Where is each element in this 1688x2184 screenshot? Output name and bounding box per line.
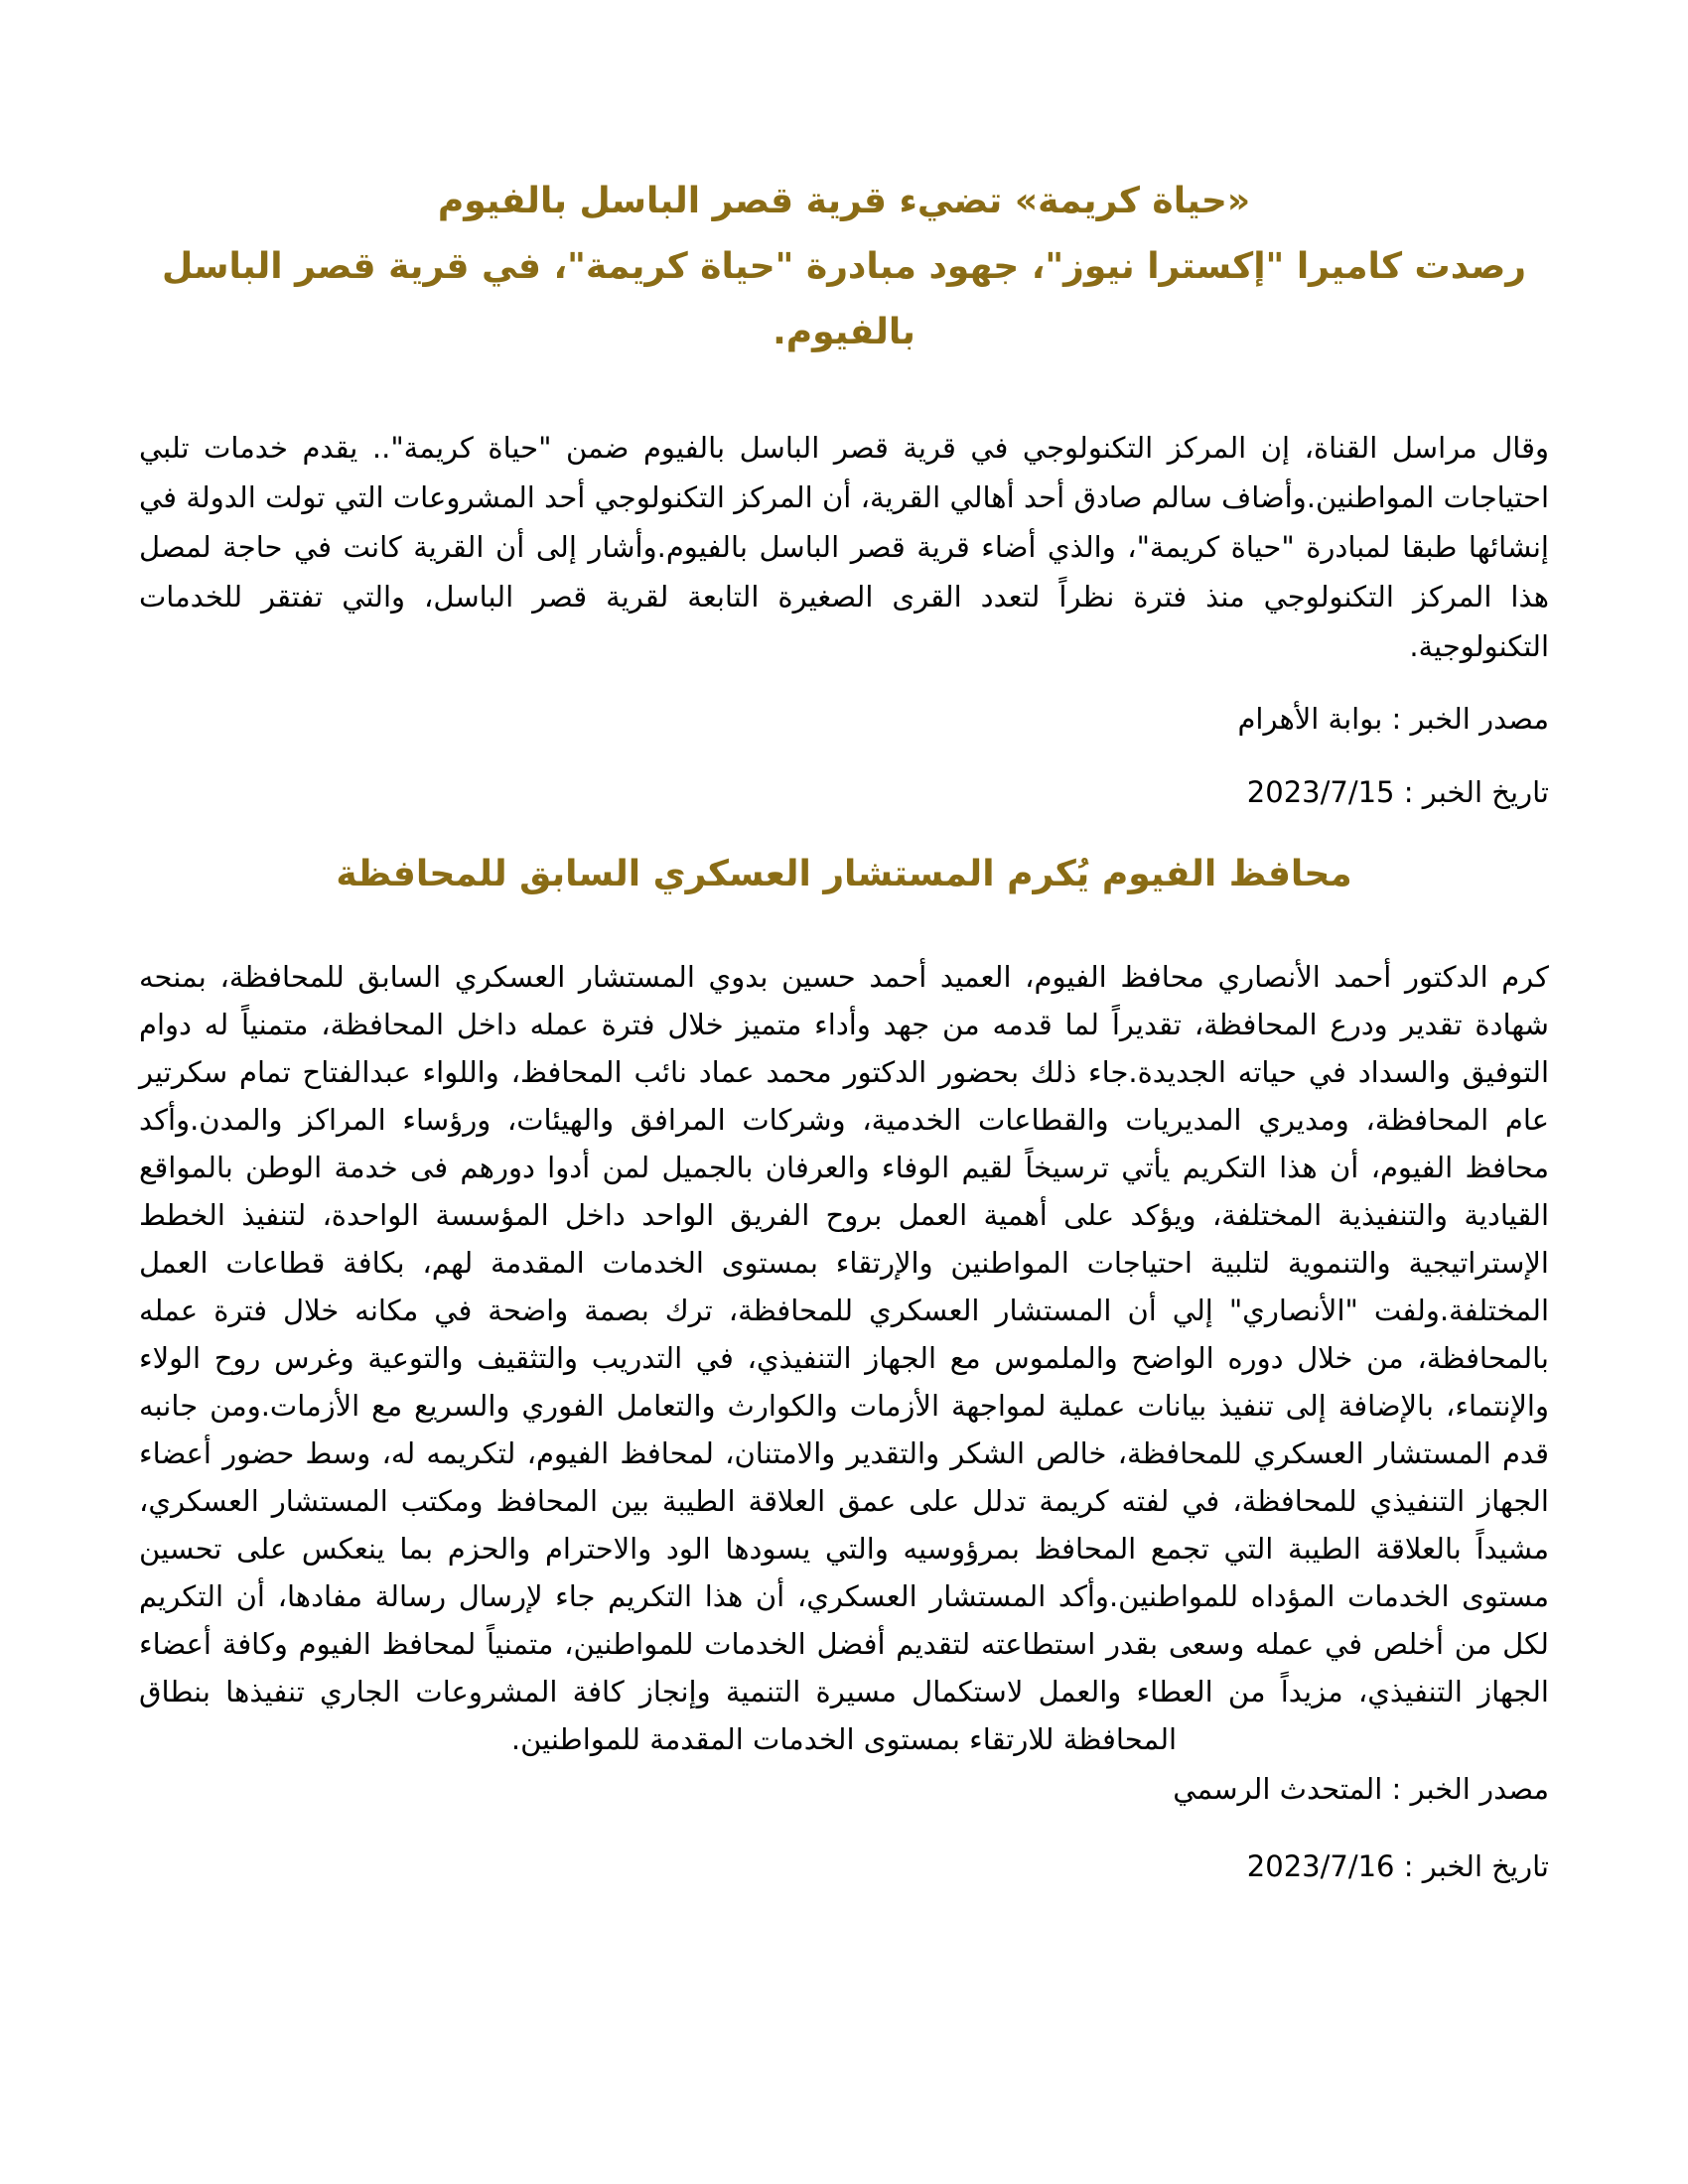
article-1-source: مصدر الخبر : بوابة الأهرام	[1237, 702, 1549, 736]
article-1	[139, 169, 1549, 816]
article-2-headline: محافظ الفيوم يُكرم المستشار العسكري السابق للمحافظة	[336, 854, 1352, 894]
article-2-body: كرم الدكتور أحمد الأنصاري محافظ الفيوم، العميد أحمد حسين بدوي المستشار العسكري السابق للمحافظة، بمنحه شهادة تقدير ودرع المحافظة، تقديراً لما قدمه من جهد وأداء متميز خلال فترة عمله داخل المحافظة، متمنياً له دوام التوفيق والسداد في حياته الجديدة.جاء ذلك بحضور الدكتور محمد عماد نائب المحافظ، واللواء عبدالفتاح تمام سكرتير عام المحافظة، ومديري المديريات والقطاعات الخدمية، وشركات المرافق والهيئات، ورؤساء المراكز والمدن.وأكد محافظ الفيوم، أن هذا التكريم يأتي ترسيخاً لقيم الوفاء والعرفان بالجميل لمن أدوا دورهم فى خدمة الوطن بالمواقع القيادية والتنفيذية المختلفة، ويؤكد على أهمية العمل بروح الفريق الواحد داخل المؤسسة الواحدة، لتنفيذ الخطط الإستراتيجية والتنموية لتلبية احتياجات المواطنين والإرتقاء بمستوى الخدمات المقدمة لهم، بكافة قطاعات العمل المختلفة.ولفت "الأنصاري" إلي أن المستشار العسكري للمحافظة، ترك بصمة واضحة في مكانه خلال فترة عمله بالمحافظة، من خلال دوره الواضح والملموس مع الجهاز التنفيذي، في التدريب والتثقيف والتوعية وغرس روح الولاء والإنتماء، بالإضافة إلى تنفيذ بيانات عملية لمواجهة الأزمات والكوارث والتعامل الفوري والسريع مع الأزمات.ومن جانبه قدم المستشار العسكري للمحافظة، خالص الشكر والتقدير والامتنان، لمحافظ الفيوم، لتكريمه له، وسط حضور أعضاء الجهاز التنفيذي للمحافظة، في لفته كريمة تدلل على عمق العلاقة الطيبة بين المحافظ ومكتب المستشار العسكري، مشيداً بالعلاقة الطيبة التي تجمع المحافظ بمرؤوسيه والتي يسودها الود والاحترام والحزم بما ينعكس على تحسين مستوى الخدمات المؤداه للمواطنين.وأكد المستشار العسكري، أن هذا التكريم جاء لإرسال رسالة مفادها، أن التكريم لكل من أخلص في عمله وسعى بقدر استطاعته لتقديم أفضل الخدمات للمواطنين، متمنياً لمحافظ الفيوم وكافة أعضاء الجهاز التنفيذي، مزيداً من العطاء والعمل لاستكمال مسيرة التنمية وإنجاز كافة المشروعات الجاري تنفيذها بنطاق المحافظة للارتقاء بمستوى الخدمات المقدمة للمواطنين.	[139, 960, 1549, 1756]
article-1-body: وقال مراسل القناة، إن المركز التكنولوجي في قرية قصر الباسل بالفيوم ضمن "حياة كريمة".. يقدم خدمات تلبي احتياجات المواطنين.وأضاف سالم صادق أحد أهالي القرية، أن المركز التكنولوجي أحد المشروعات التي تولت الدولة في إنشائها طبقا لمبادرة "حياة كريمة"، والذي أضاء قرية قصر الباسل بالفيوم.وأشار إلى أن القرية كانت في حاجة لمصل هذا المركز التكنولوجي منذ فترة نظراً لتعدد القرى الصغيرة التابعة لقرية قصر الباسل، والتي تفتقر للخدمات التكنولوجية.	[139, 431, 1549, 663]
article-2	[139, 842, 1549, 1890]
article-2-source: مصدر الخبر : المتحدث الرسمي	[1173, 1772, 1549, 1806]
article-1-headline: «حياة كريمة» تضيء قرية قصر الباسل بالفيوم	[437, 181, 1251, 221]
article-1-subheadline: رصدت كاميرا "إكسترا نيوز"، جهود مبادرة "حياة كريمة"، في قرية قصر الباسل بالفيوم.	[161, 246, 1527, 352]
article-1-headline-block	[139, 169, 1549, 365]
article-2-date: تاريخ الخبر : 2023/7/16	[1246, 1849, 1549, 1883]
article-1-date: تاريخ الخبر : 2023/7/15	[1246, 775, 1549, 809]
